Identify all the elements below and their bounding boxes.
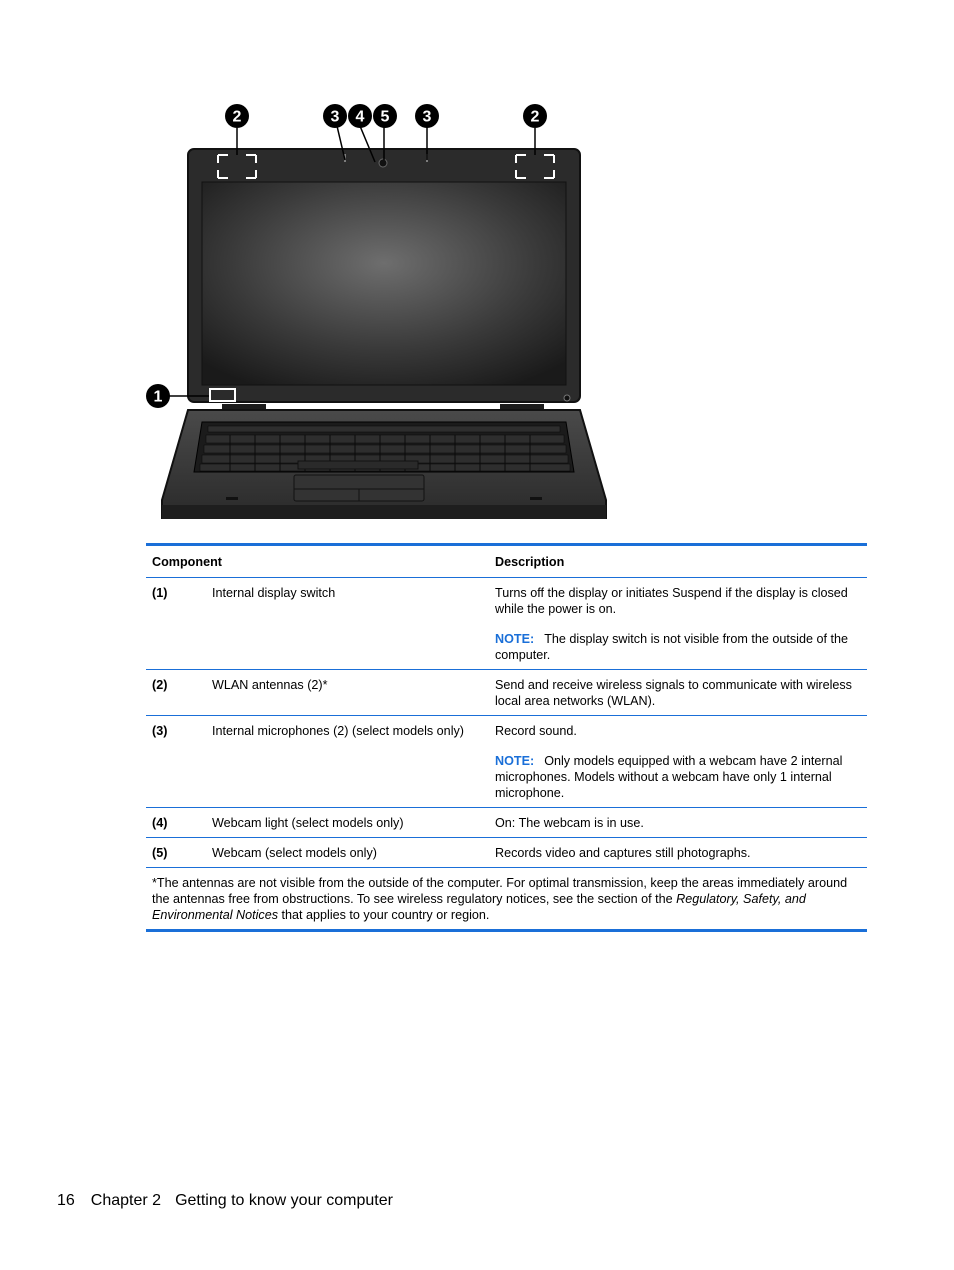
callout-3-left (323, 104, 347, 128)
note (495, 631, 861, 663)
callout-2-left (225, 104, 249, 128)
callout-2-right (523, 104, 547, 128)
footnote-publication-title: Regulatory, Safety, and Environmental Notices (152, 892, 806, 922)
note-label: NOTE: (495, 754, 535, 768)
display-screen (202, 182, 566, 385)
row-description (489, 838, 867, 868)
table-row (146, 808, 867, 838)
note-label: NOTE: (495, 632, 535, 646)
svg-text:1: 1 (153, 388, 163, 406)
row-number: (3) (146, 716, 206, 808)
row-description (489, 670, 867, 716)
row-component: Webcam light (select models only) (206, 808, 489, 838)
description-text: Send and receive wireless signals to communicate with wireless local area networks (WLAN). (495, 678, 852, 708)
components-table (146, 543, 867, 932)
key-row-1 (208, 426, 560, 432)
webcam (379, 159, 387, 167)
row-component: Internal microphones (2) (select models only) (206, 716, 489, 808)
footnote (146, 868, 867, 931)
footnote-text: *The antennas are not visible from the outside of the computer. For optimal transmission, keep the areas immediately around the antennas free from obstructions. To see wireless regulatory notices, see the section of the (152, 876, 848, 906)
page-footer (57, 1192, 393, 1210)
callout-4 (348, 104, 372, 128)
row-description (489, 578, 867, 670)
row-component: WLAN antennas (2)* (206, 670, 489, 716)
callout-3-right (415, 104, 439, 128)
laptop-figure (140, 100, 620, 532)
footnote-text-end: that applies to your country or region. (278, 908, 490, 922)
row-description (489, 716, 867, 808)
page-number: 16 (57, 1192, 75, 1209)
row-number: (4) (146, 808, 206, 838)
row-number: (1) (146, 578, 206, 670)
row-number: (2) (146, 670, 206, 716)
laptop-illustration (140, 100, 620, 532)
description-text: On: The webcam is in use. (495, 816, 644, 830)
table-row (146, 838, 867, 868)
row-component: Internal display switch (206, 578, 489, 670)
svg-text:2: 2 (530, 108, 540, 126)
note-text: The display switch is not visible from the outside of the computer. (495, 632, 848, 662)
description-text: Records video and captures still photographs. (495, 846, 751, 860)
row-component: Webcam (select models only) (206, 838, 489, 868)
svg-text:5: 5 (380, 108, 390, 126)
description-text: Turns off the display or initiates Suspend if the display is closed while the power is on. (495, 586, 848, 616)
footer-chapter: Chapter 2 (90, 1192, 162, 1209)
callout-1 (146, 384, 170, 408)
svg-text:2: 2 (232, 108, 242, 126)
column-header-description: Description (489, 545, 867, 578)
table-header-row (146, 545, 867, 578)
table-row (146, 716, 867, 808)
row-number: (5) (146, 838, 206, 868)
note-text: Only models equipped with a webcam have 2 internal microphones. Models without a webcam have only 1 internal microphone. (495, 754, 843, 800)
svg-text:4: 4 (355, 108, 365, 126)
row-description (489, 808, 867, 838)
table-row (146, 670, 867, 716)
table-row (146, 578, 867, 670)
column-header-component: Component (146, 545, 489, 578)
footer-chapter-title: Getting to know your computer (175, 1192, 393, 1209)
callout-5 (373, 104, 397, 128)
description-text: Record sound. (495, 724, 577, 738)
footnote-row (146, 868, 867, 931)
svg-text:3: 3 (330, 108, 340, 126)
note (495, 753, 861, 801)
svg-text:3: 3 (422, 108, 432, 126)
